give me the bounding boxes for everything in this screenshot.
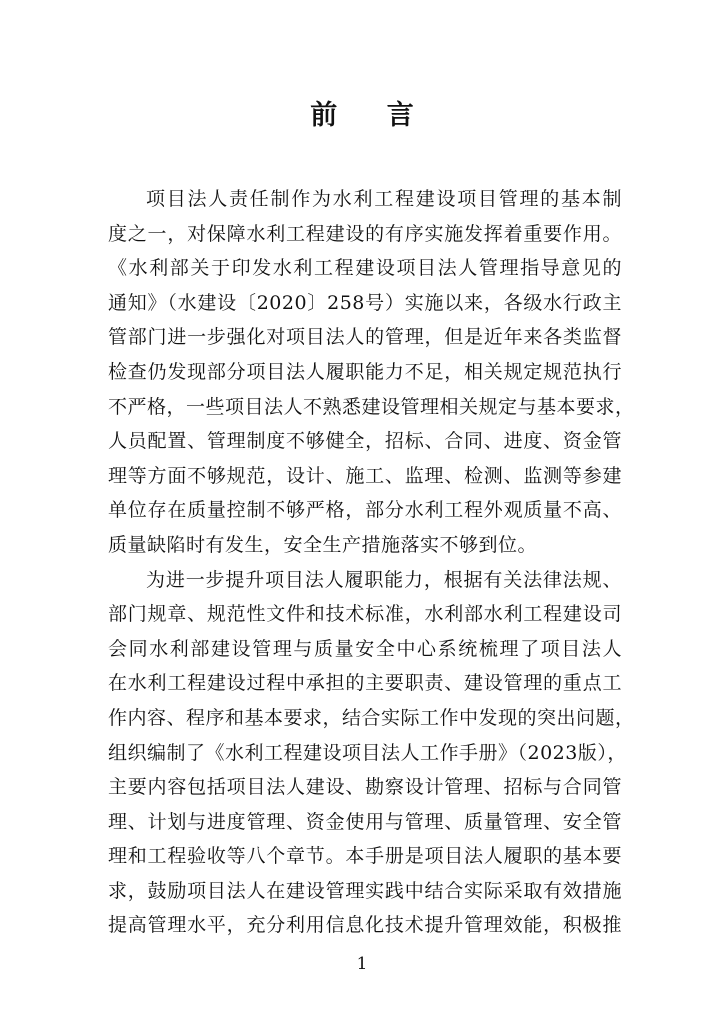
text-line: 度之一，对保障水利工程建设的有序实施发挥着重要作用。: [108, 222, 622, 245]
text-line: 作内容、程序和基本要求，结合实际工作中发现的突出问题，: [108, 706, 635, 729]
text-line: 部门规章、规范性文件和技术标准，水利部水利工程建设司: [108, 603, 622, 626]
text-line: 质量缺陷时有发生，安全生产措施落实不够到位。: [108, 533, 538, 556]
text-line: 求，鼓励项目法人在建设管理实践中结合实际采取有效措施: [108, 879, 622, 902]
text-line: 在水利工程建设过程中承担的主要职责、建设管理的重点工: [108, 672, 622, 695]
text-line: 理等方面不够规范，设计、施工、监理、检测、监测等参建: [108, 464, 622, 487]
page-number: 1: [356, 954, 368, 974]
text-line: 理和工程验收等八个章节。本手册是项目法人履职的基本要: [108, 845, 622, 868]
page-title: 前 言: [310, 100, 434, 131]
text-line: 提高管理水平，充分利用信息化技术提升管理效能，积极推: [108, 914, 622, 937]
text-line: 单位存在质量控制不够严格，部分水利工程外观质量不高、: [108, 499, 622, 522]
preface-body: [108, 182, 635, 943]
text-line: 管部门进一步强化对项目法人的管理，但是近年来各类监督: [108, 326, 622, 349]
text-line: 不严格，一些项目法人不熟悉建设管理相关规定与基本要求，: [108, 395, 635, 418]
text-line: 《水利部关于印发水利工程建设项目法人管理指导意见的: [108, 257, 622, 280]
text-line: 组织编制了《水利工程建设项目法人工作手册》（2023版），: [108, 741, 627, 764]
text-line: 会同水利部建设管理与质量安全中心系统梳理了项目法人: [108, 637, 622, 660]
text-line: 通知》（水建设〔2020〕258号）实施以来，各级水行政主: [108, 291, 622, 314]
text-line: 主要内容包括项目法人建设、勘察设计管理、招标与合同管: [108, 776, 622, 799]
text-line: 检查仍发现部分项目法人履职能力不足，相关规定规范执行: [108, 360, 622, 383]
text-line: 人员配置、管理制度不够健全，招标、合同、进度、资金管: [108, 430, 622, 453]
text-line: 项目法人责任制作为水利工程建设项目管理的基本制: [146, 188, 622, 210]
text-line: 为进一步提升项目法人履职能力，根据有关法律法规、: [146, 568, 622, 591]
text-line: 理、计划与进度管理、资金使用与管理、质量管理、安全管: [108, 810, 622, 833]
